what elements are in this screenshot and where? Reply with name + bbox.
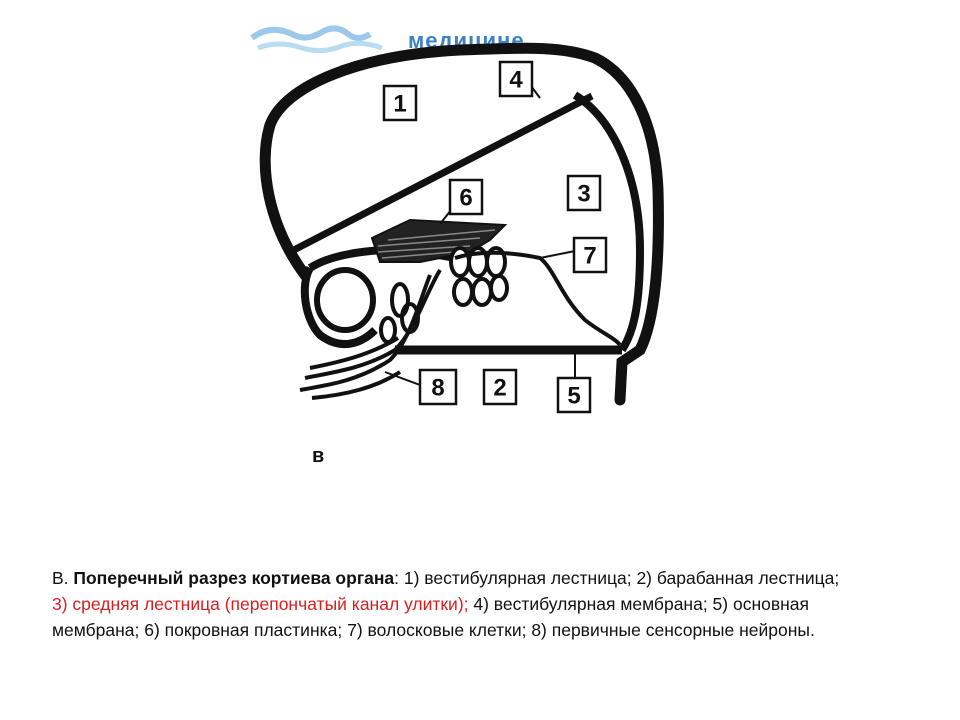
cochlea-cross-section-figure xyxy=(230,0,700,480)
svg-text:1: 1 xyxy=(393,90,407,118)
caption-highlight: 3) средняя лестница (перепончатый канал улитки); xyxy=(52,594,469,614)
label-box-8 xyxy=(420,370,456,404)
label-box-6 xyxy=(450,180,482,214)
label-box-7 xyxy=(574,238,606,272)
label-box-3 xyxy=(568,176,600,210)
svg-text:4: 4 xyxy=(509,66,523,94)
svg-text:5: 5 xyxy=(567,382,581,410)
svg-text:7: 7 xyxy=(583,242,597,270)
caption-part1: : 1) вестибулярная лестница; 2) барабанная лестница; xyxy=(394,568,840,588)
inner-sulcus xyxy=(317,270,373,330)
stria-vascularis xyxy=(575,95,640,350)
header-logo-fragment xyxy=(252,28,382,50)
header-text: медицине. xyxy=(408,28,532,53)
figure-caption xyxy=(52,565,852,643)
cochlea-diagram xyxy=(230,0,700,480)
panel-letter: в xyxy=(312,445,325,467)
label-box-1 xyxy=(384,86,416,120)
caption-part2: 4) вестибулярная мембрана; 5) основная мембрана; 6) покровная пластинка; 7) волосковые клетки; 8) первичные сенсорные нейроны. xyxy=(52,594,815,640)
caption-prefix: В. xyxy=(52,568,74,588)
svg-text:2: 2 xyxy=(493,374,507,402)
svg-text:8: 8 xyxy=(431,374,445,402)
label-box-4 xyxy=(500,62,532,96)
label-box-5 xyxy=(558,378,590,412)
svg-text:6: 6 xyxy=(459,184,473,212)
svg-text:3: 3 xyxy=(577,180,591,208)
label-box-2 xyxy=(484,370,516,404)
caption-title: Поперечный разрез кортиева органа xyxy=(73,568,395,588)
